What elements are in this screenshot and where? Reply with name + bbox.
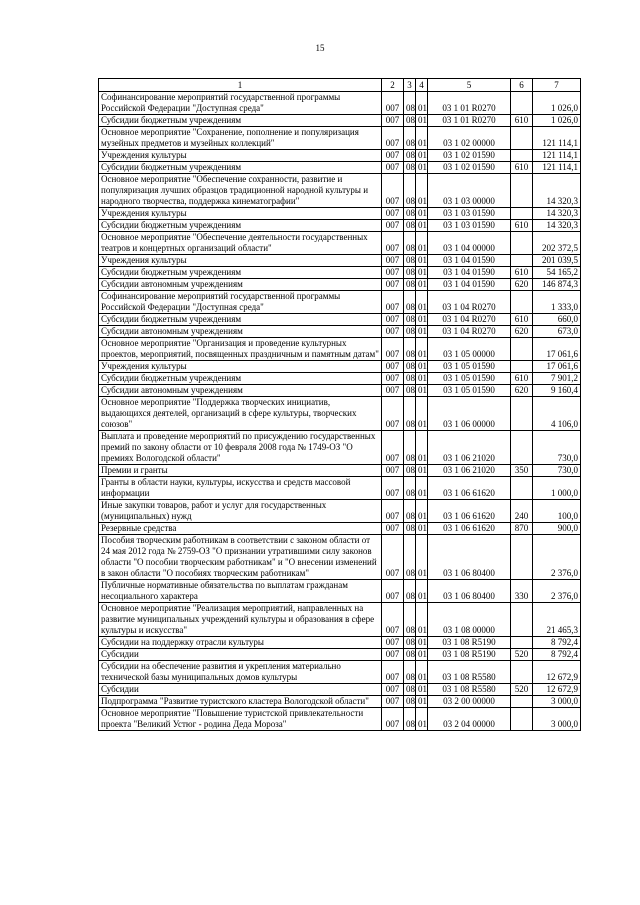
row-section-code: 08 [404, 361, 416, 373]
row-expense-type [511, 208, 533, 220]
row-subsection-code: 01 [416, 431, 428, 465]
row-ved-code: 007 [382, 255, 404, 267]
row-sum: 2 376,0 [533, 535, 581, 580]
table-row [99, 373, 581, 385]
table-row [99, 385, 581, 397]
row-name: Резервные средства [99, 523, 382, 535]
row-subsection-code: 01 [416, 174, 428, 208]
table-row [99, 696, 581, 708]
row-section-code: 08 [404, 314, 416, 326]
row-sum: 201 039,5 [533, 255, 581, 267]
row-section-code: 08 [404, 267, 416, 279]
row-subsection-code: 01 [416, 649, 428, 661]
row-target-article: 03 1 01 R0270 [428, 92, 511, 115]
row-expense-type [511, 708, 533, 731]
row-sum: 121 114,1 [533, 127, 581, 150]
row-name: Основное мероприятие "Поддержка творческих инициатив, выдающихся деятелей, организаций в сфере культуры, творческих союзов" [99, 397, 382, 431]
row-subsection-code: 01 [416, 220, 428, 232]
row-expense-type: 240 [511, 500, 533, 523]
row-sum: 730,0 [533, 431, 581, 465]
header-col-1: 1 [99, 79, 382, 92]
table-row [99, 326, 581, 338]
row-section-code: 08 [404, 208, 416, 220]
row-section-code: 08 [404, 220, 416, 232]
table-row [99, 361, 581, 373]
row-expense-type [511, 661, 533, 684]
row-target-article: 03 1 04 00000 [428, 232, 511, 255]
row-expense-type: 610 [511, 267, 533, 279]
row-name: Основное мероприятие "Реализация мероприятий, направленных на развитие муниципальных учреждений культуры и образования в сфере культуры и искусства" [99, 603, 382, 637]
row-expense-type [511, 477, 533, 500]
row-section-code: 08 [404, 255, 416, 267]
row-subsection-code: 01 [416, 267, 428, 279]
row-sum: 121 114,1 [533, 150, 581, 162]
row-section-code: 08 [404, 397, 416, 431]
row-name: Учреждения культуры [99, 208, 382, 220]
row-ved-code: 007 [382, 279, 404, 291]
row-sum: 121 114,1 [533, 162, 581, 174]
table-row [99, 708, 581, 731]
row-expense-type [511, 174, 533, 208]
row-section-code: 08 [404, 649, 416, 661]
row-sum: 4 106,0 [533, 397, 581, 431]
row-sum: 2 376,0 [533, 580, 581, 603]
row-ved-code: 007 [382, 477, 404, 500]
row-ved-code: 007 [382, 326, 404, 338]
row-ved-code: 007 [382, 208, 404, 220]
row-subsection-code: 01 [416, 500, 428, 523]
row-target-article: 03 1 06 21020 [428, 465, 511, 477]
row-expense-type: 870 [511, 523, 533, 535]
row-ved-code: 007 [382, 603, 404, 637]
table-row [99, 255, 581, 267]
row-name: Субсидии бюджетным учреждениям [99, 115, 382, 127]
row-ved-code: 007 [382, 174, 404, 208]
row-sum: 21 465,3 [533, 603, 581, 637]
row-sum: 673,0 [533, 326, 581, 338]
header-col-7: 7 [533, 79, 581, 92]
table-row [99, 500, 581, 523]
row-ved-code: 007 [382, 431, 404, 465]
row-name: Основное мероприятие "Организация и проведение культурных проектов, мероприятий, посвященных праздничным и памятным датам" [99, 338, 382, 361]
table-row [99, 127, 581, 150]
row-expense-type [511, 291, 533, 314]
table-row [99, 661, 581, 684]
row-name: Субсидии автономным учреждениям [99, 326, 382, 338]
row-subsection-code: 01 [416, 291, 428, 314]
row-expense-type: 350 [511, 465, 533, 477]
table-row [99, 397, 581, 431]
row-sum: 12 672,9 [533, 661, 581, 684]
row-section-code: 08 [404, 708, 416, 731]
row-subsection-code: 01 [416, 603, 428, 637]
row-section-code: 08 [404, 127, 416, 150]
row-section-code: 08 [404, 477, 416, 500]
row-subsection-code: 01 [416, 361, 428, 373]
row-sum: 12 672,9 [533, 684, 581, 696]
row-sum: 8 792,4 [533, 637, 581, 649]
table-row [99, 267, 581, 279]
row-sum: 1 026,0 [533, 115, 581, 127]
row-target-article: 03 1 08 R5190 [428, 637, 511, 649]
row-name: Иные закупки товаров, работ и услуг для государственных (муниципальных) нужд [99, 500, 382, 523]
row-sum: 54 165,2 [533, 267, 581, 279]
table-row [99, 208, 581, 220]
row-name: Субсидии автономным учреждениям [99, 279, 382, 291]
row-name: Гранты в области науки, культуры, искусства и средств массовой информации [99, 477, 382, 500]
row-ved-code: 007 [382, 232, 404, 255]
row-sum: 1 333,0 [533, 291, 581, 314]
row-expense-type: 520 [511, 649, 533, 661]
row-ved-code: 007 [382, 291, 404, 314]
row-target-article: 03 1 06 00000 [428, 397, 511, 431]
row-ved-code: 007 [382, 535, 404, 580]
row-expense-type: 330 [511, 580, 533, 603]
row-target-article: 03 1 03 00000 [428, 174, 511, 208]
row-target-article: 03 1 06 61620 [428, 500, 511, 523]
header-col-5: 5 [428, 79, 511, 92]
row-ved-code: 007 [382, 523, 404, 535]
row-subsection-code: 01 [416, 684, 428, 696]
row-target-article: 03 1 04 R0270 [428, 291, 511, 314]
row-name: Софинансирование мероприятий государственной программы Российской Федерации "Доступная среда" [99, 291, 382, 314]
row-sum: 1 026,0 [533, 92, 581, 115]
row-subsection-code: 01 [416, 465, 428, 477]
row-sum: 730,0 [533, 465, 581, 477]
header-col-4: 4 [416, 79, 428, 92]
row-section-code: 08 [404, 684, 416, 696]
row-name: Субсидии бюджетным учреждениям [99, 220, 382, 232]
table-row [99, 92, 581, 115]
row-target-article: 03 1 05 01590 [428, 385, 511, 397]
table-row [99, 580, 581, 603]
table-row [99, 603, 581, 637]
row-expense-type [511, 535, 533, 580]
row-ved-code: 007 [382, 162, 404, 174]
row-ved-code: 007 [382, 220, 404, 232]
row-sum: 3 000,0 [533, 708, 581, 731]
row-target-article: 03 1 04 01590 [428, 267, 511, 279]
row-subsection-code: 01 [416, 385, 428, 397]
row-expense-type: 610 [511, 220, 533, 232]
row-name: Учреждения культуры [99, 255, 382, 267]
row-expense-type: 610 [511, 162, 533, 174]
table-row [99, 232, 581, 255]
row-name: Пособия творческим работникам в соответствии с законом области от 24 мая 2012 года № 2759-ОЗ "О признании утратившими силу законов области "О пособии творческим работникам" и "О внесении изменений в закон области "О пособиях творческим работникам" [99, 535, 382, 580]
row-section-code: 08 [404, 385, 416, 397]
row-expense-type: 620 [511, 279, 533, 291]
row-expense-type [511, 361, 533, 373]
row-subsection-code: 01 [416, 127, 428, 150]
row-name: Основное мероприятие "Повышение туристской привлекательности проекта "Великий Устюг - родина Деда Мороза" [99, 708, 382, 731]
table-row [99, 150, 581, 162]
row-section-code: 08 [404, 279, 416, 291]
row-expense-type [511, 232, 533, 255]
row-expense-type [511, 637, 533, 649]
table-row [99, 162, 581, 174]
row-section-code: 08 [404, 465, 416, 477]
row-ved-code: 007 [382, 92, 404, 115]
table-row [99, 174, 581, 208]
row-name: Субсидии автономным учреждениям [99, 385, 382, 397]
row-subsection-code: 01 [416, 326, 428, 338]
row-subsection-code: 01 [416, 696, 428, 708]
row-ved-code: 007 [382, 708, 404, 731]
row-name: Субсидии на обеспечение развития и укрепления материально технической базы муниципальных домов культуры [99, 661, 382, 684]
row-expense-type [511, 338, 533, 361]
row-ved-code: 007 [382, 267, 404, 279]
row-target-article: 03 1 05 01590 [428, 361, 511, 373]
row-sum: 9 160,4 [533, 385, 581, 397]
row-sum: 1 000,0 [533, 477, 581, 500]
row-target-article: 03 1 02 01590 [428, 150, 511, 162]
row-sum: 14 320,3 [533, 220, 581, 232]
row-expense-type [511, 150, 533, 162]
row-ved-code: 007 [382, 649, 404, 661]
row-name: Субсидии бюджетным учреждениям [99, 314, 382, 326]
row-section-code: 08 [404, 535, 416, 580]
row-name: Публичные нормативные обязательства по выплатам гражданам несоциального характера [99, 580, 382, 603]
row-name: Учреждения культуры [99, 361, 382, 373]
row-section-code: 08 [404, 696, 416, 708]
row-section-code: 08 [404, 523, 416, 535]
row-ved-code: 007 [382, 661, 404, 684]
row-sum: 17 061,6 [533, 361, 581, 373]
row-target-article: 03 1 02 01590 [428, 162, 511, 174]
row-target-article: 03 1 04 01590 [428, 255, 511, 267]
row-expense-type: 610 [511, 115, 533, 127]
row-name: Премии и гранты [99, 465, 382, 477]
row-ved-code: 007 [382, 637, 404, 649]
row-target-article: 03 1 08 R5580 [428, 684, 511, 696]
row-name: Субсидии бюджетным учреждениям [99, 267, 382, 279]
row-target-article: 03 1 08 R5190 [428, 649, 511, 661]
table-row [99, 649, 581, 661]
header-col-3: 3 [404, 79, 416, 92]
budget-table [98, 78, 581, 731]
row-expense-type: 620 [511, 385, 533, 397]
row-name: Выплата и проведение мероприятий по присуждению государственных премий по закону области от 10 февраля 2008 года № 1749-ОЗ "О премиях Вологодской области" [99, 431, 382, 465]
row-name: Субсидии [99, 684, 382, 696]
table-row [99, 523, 581, 535]
row-target-article: 03 2 00 00000 [428, 696, 511, 708]
row-subsection-code: 01 [416, 708, 428, 731]
row-section-code: 08 [404, 373, 416, 385]
row-sum: 14 320,3 [533, 174, 581, 208]
row-name: Субсидии [99, 649, 382, 661]
row-subsection-code: 01 [416, 314, 428, 326]
row-ved-code: 007 [382, 465, 404, 477]
row-name: Основное мероприятие "Обеспечение сохранности, развитие и популяризация лучших образцов традиционной народной культуры и народного творчества, поддержка кинематографии" [99, 174, 382, 208]
row-subsection-code: 01 [416, 162, 428, 174]
row-subsection-code: 01 [416, 255, 428, 267]
table-row [99, 279, 581, 291]
row-target-article: 03 1 06 21020 [428, 431, 511, 465]
row-section-code: 08 [404, 580, 416, 603]
row-section-code: 08 [404, 115, 416, 127]
row-expense-type [511, 696, 533, 708]
table-row [99, 291, 581, 314]
row-target-article: 03 1 04 R0270 [428, 326, 511, 338]
row-target-article: 03 1 02 00000 [428, 127, 511, 150]
row-name: Основное мероприятие "Сохранение, пополнение и популяризация музейных предметов и музейных коллекций" [99, 127, 382, 150]
row-sum: 7 901,2 [533, 373, 581, 385]
row-expense-type [511, 127, 533, 150]
table-row [99, 338, 581, 361]
row-section-code: 08 [404, 637, 416, 649]
row-section-code: 08 [404, 431, 416, 465]
row-section-code: 08 [404, 174, 416, 208]
row-ved-code: 007 [382, 684, 404, 696]
row-name: Субсидии бюджетным учреждениям [99, 373, 382, 385]
row-expense-type [511, 431, 533, 465]
row-subsection-code: 01 [416, 232, 428, 255]
header-col-2: 2 [382, 79, 404, 92]
table-row [99, 115, 581, 127]
row-sum: 3 000,0 [533, 696, 581, 708]
row-expense-type: 520 [511, 684, 533, 696]
row-sum: 202 372,5 [533, 232, 581, 255]
row-name: Подпрограмма "Развитие туристского кластера Вологодской области" [99, 696, 382, 708]
row-target-article: 03 1 06 61620 [428, 477, 511, 500]
row-subsection-code: 01 [416, 279, 428, 291]
row-ved-code: 007 [382, 150, 404, 162]
row-sum: 100,0 [533, 500, 581, 523]
row-section-code: 08 [404, 326, 416, 338]
row-target-article: 03 1 05 00000 [428, 338, 511, 361]
row-sum: 8 792,4 [533, 649, 581, 661]
row-section-code: 08 [404, 162, 416, 174]
table-row [99, 220, 581, 232]
row-expense-type [511, 603, 533, 637]
row-ved-code: 007 [382, 397, 404, 431]
row-ved-code: 007 [382, 361, 404, 373]
row-subsection-code: 01 [416, 150, 428, 162]
row-target-article: 03 1 03 01590 [428, 208, 511, 220]
row-target-article: 03 1 04 R0270 [428, 314, 511, 326]
row-ved-code: 007 [382, 314, 404, 326]
row-ved-code: 007 [382, 580, 404, 603]
row-ved-code: 007 [382, 373, 404, 385]
row-section-code: 08 [404, 232, 416, 255]
row-expense-type [511, 92, 533, 115]
row-subsection-code: 01 [416, 338, 428, 361]
row-subsection-code: 01 [416, 477, 428, 500]
row-sum: 146 874,3 [533, 279, 581, 291]
row-subsection-code: 01 [416, 535, 428, 580]
row-target-article: 03 1 03 01590 [428, 220, 511, 232]
row-sum: 14 320,3 [533, 208, 581, 220]
row-name: Основное мероприятие "Обеспечение деятельности государственных театров и концертных организаций области" [99, 232, 382, 255]
table-row [99, 477, 581, 500]
row-subsection-code: 01 [416, 661, 428, 684]
row-expense-type: 620 [511, 326, 533, 338]
table-row [99, 637, 581, 649]
row-target-article: 03 1 08 R5580 [428, 661, 511, 684]
row-name: Учреждения культуры [99, 150, 382, 162]
table-row [99, 535, 581, 580]
row-sum: 900,0 [533, 523, 581, 535]
row-sum: 660,0 [533, 314, 581, 326]
row-ved-code: 007 [382, 385, 404, 397]
row-subsection-code: 01 [416, 208, 428, 220]
header-col-6: 6 [511, 79, 533, 92]
row-target-article: 03 1 06 80400 [428, 580, 511, 603]
table-row [99, 314, 581, 326]
row-target-article: 03 1 05 01590 [428, 373, 511, 385]
row-subsection-code: 01 [416, 92, 428, 115]
table-body [99, 92, 581, 731]
row-section-code: 08 [404, 92, 416, 115]
row-name: Субсидии бюджетным учреждениям [99, 162, 382, 174]
row-subsection-code: 01 [416, 523, 428, 535]
table-row [99, 465, 581, 477]
row-name: Субсидии на поддержку отрасли культуры [99, 637, 382, 649]
header-row [99, 79, 581, 92]
row-ved-code: 007 [382, 338, 404, 361]
row-subsection-code: 01 [416, 373, 428, 385]
row-target-article: 03 1 06 61620 [428, 523, 511, 535]
row-section-code: 08 [404, 150, 416, 162]
row-section-code: 08 [404, 603, 416, 637]
table-row [99, 431, 581, 465]
row-target-article: 03 1 01 R0270 [428, 115, 511, 127]
row-subsection-code: 01 [416, 637, 428, 649]
row-sum: 17 061,6 [533, 338, 581, 361]
row-expense-type: 610 [511, 373, 533, 385]
row-subsection-code: 01 [416, 580, 428, 603]
row-expense-type [511, 255, 533, 267]
row-section-code: 08 [404, 661, 416, 684]
row-ved-code: 007 [382, 127, 404, 150]
row-subsection-code: 01 [416, 397, 428, 431]
table-row [99, 684, 581, 696]
page-number: 15 [315, 43, 325, 53]
row-target-article: 03 1 04 01590 [428, 279, 511, 291]
row-ved-code: 007 [382, 500, 404, 523]
row-expense-type [511, 397, 533, 431]
row-ved-code: 007 [382, 115, 404, 127]
row-expense-type: 610 [511, 314, 533, 326]
row-target-article: 03 1 06 80400 [428, 535, 511, 580]
row-section-code: 08 [404, 291, 416, 314]
row-target-article: 03 1 08 00000 [428, 603, 511, 637]
row-ved-code: 007 [382, 696, 404, 708]
row-subsection-code: 01 [416, 115, 428, 127]
row-section-code: 08 [404, 338, 416, 361]
row-section-code: 08 [404, 500, 416, 523]
row-target-article: 03 2 04 00000 [428, 708, 511, 731]
row-name: Софинансирование мероприятий государственной программы Российской Федерации "Доступная среда" [99, 92, 382, 115]
